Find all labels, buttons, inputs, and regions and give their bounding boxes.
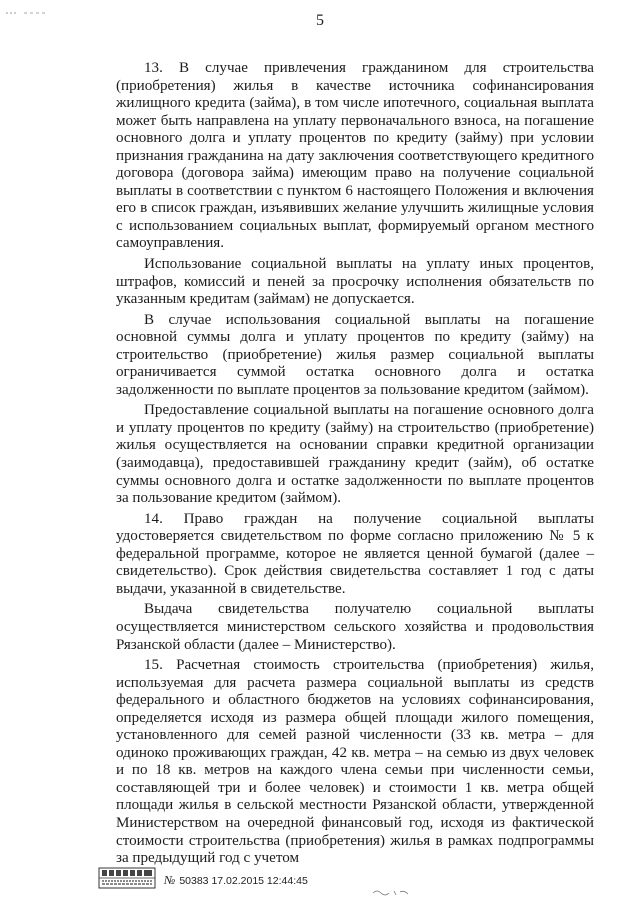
paragraph: 15. Расчетная стоимость строительства (приобретения) жилья, используемая для расчета размера социальной выплаты из средств федерального и областного бюджетов на условиях софинансирования, определяется исходя из размера общей площади жилого помещения, установленного для семей разной численности (33 кв. метра – для одиноко проживающих граждан, 42 кв. метра – на семью из двух человек и по 18 кв. метров на каждого члена семьи при численности семьи, составляющей три и более человек) и стоимости 1 кв. метра общей площади жилья в сельской местности Рязанской области, утвержденной Министерством на очередной финансовый год, исходя из фактической стоимости строительства (приобретения) жилья в рамках подпрограммы за предыдущий год с учетом [116, 657, 594, 867]
registration-stamp [164, 873, 308, 888]
paragraph: Предоставление социальной выплаты на погашение основного долга и уплату процентов по кредиту (займу) на строительство (приобретение) жилья осуществляется на основании справки кредитной организации (заимодавца), предоставившей гражданину кредит (займ), об остатке суммы основного долга и остатке задолженности по выплате процентов за пользование кредитом (займом). [116, 402, 594, 507]
corner-mark [6, 3, 50, 9]
document-body [116, 60, 594, 868]
paragraph: В случае использования социальной выплаты на погашение основной суммы долга и уплату процентов по кредиту (займу) на строительство (приобретение) жилья размер социальной выплаты ограничивается суммой остатка основного долга и остатка задолженности по выплате процентов за пользование кредитом (займом). [116, 311, 594, 398]
paragraph: Выдача свидетельства получателю социальной выплаты осуществляется министерством сельского хозяйства и продовольствия Рязанской области (далее – Министерство). [116, 601, 594, 653]
number-sign: № [164, 873, 176, 887]
paragraph: 13. В случае привлечения гражданином для строительства (приобретения) жилья в качестве источника софинансирования жилищного кредита (займа), в том числе ипотечного, социальная выплата может быть направлена на уплату первоначального взноса, на погашение основного долга и уплату процентов по кредиту (займу) при условии признания гражданина на дату заключения соответствующего кредитного договора (договора займа) имеющим право на получение социальной выплаты в соответствии с пунктом 6 настоящего Положения и включения его в список граждан, изъявивших желание улучшить жилищные условия с использованием социальных выплат, формируемый органом местного самоуправления. [116, 60, 594, 252]
paragraph: Использование социальной выплаты на уплату иных процентов, штрафов, комиссий и пеней за просрочку исполнения обязательств по указанным кредитам (займам) не допускается. [116, 256, 594, 308]
paragraph: 14. Право граждан на получение социальной выплаты удостоверяется свидетельством по форме согласно приложению № 5 к федеральной программе, которое не является ценной бумагой (далее – свидетельство). Срок действия свидетельства составляет 1 год с даты выдачи, указанной в свидетельстве. [116, 510, 594, 597]
registry-seal-icon [98, 866, 156, 890]
registration-number-date: 50383 17.02.2015 12:44:45 [179, 875, 308, 887]
page-number: 5 [316, 12, 324, 29]
margin-scribble [372, 884, 412, 894]
